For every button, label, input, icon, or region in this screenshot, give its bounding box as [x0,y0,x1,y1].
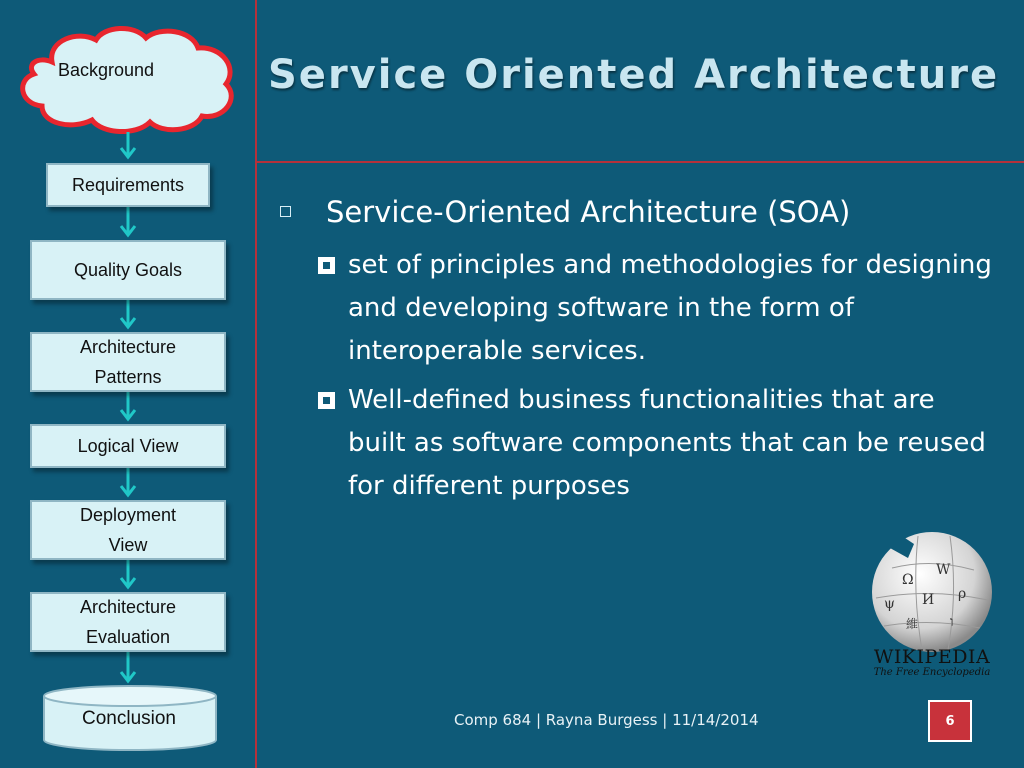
globe-glyph: 維 [906,617,919,631]
flow-logical-view-label: Logical View [77,436,179,456]
flow-arrow [118,558,138,592]
flow-requirements-label: Requirements [71,175,185,195]
flow-conclusion: Conclusion [82,708,176,729]
flow-requirements [46,163,210,207]
filled-square-bullet-icon [318,257,335,274]
flow-architecture-patterns [30,332,226,392]
bullet-level2-text: set of principles and methodologies for designing and developing software in the form of interoperable services. [348,250,992,366]
title-divider [257,161,1024,163]
globe-glyph: W [936,562,951,578]
flow-architecture-patterns-line2: Patterns [94,367,162,387]
flow-arrow [118,390,138,424]
bullet-level2 [316,379,1000,508]
flow-arrow [118,466,138,500]
flow-arrow [118,206,138,240]
wikipedia-tagline: The Free Encyclopedia [873,667,991,678]
bullet-level2-text: Well-defined business functionalities that are built as software components that can be reused for different purposes [348,385,986,501]
flow-architecture-evaluation [30,592,226,652]
slide-footer: Comp 684 | Rayna Burgess | 11/14/2014 [454,711,759,729]
flow-arrow [118,298,138,332]
slide-title: Service Oriented Architecture [268,52,1000,98]
globe-glyph: ψ [884,596,895,612]
flow-background: Background [57,60,155,80]
bullet-level1-text: Service-Oriented Architecture (SOA) [326,195,851,229]
globe-glyph: Ω [902,572,914,588]
sidebar-divider [255,0,257,768]
flow-architecture-evaluation-line1: Architecture [79,597,177,617]
bullet-level1 [280,192,1000,232]
page-number: 6 [945,713,955,729]
flow-deployment-view-line2: View [108,535,148,555]
globe-glyph: ρ [958,586,967,602]
hollow-square-bullet-icon [280,206,291,217]
bullet-level2 [316,244,1000,373]
wikipedia-wordmark: WIKIPEDIA [873,646,991,668]
flow-arrow [118,132,138,162]
slide-content [280,192,1000,508]
flow-deployment-view [30,500,226,560]
flow-architecture-patterns-line1: Architecture [79,337,177,357]
flow-logical-view [30,424,226,468]
flow-quality-goals-label: Quality Goals [73,260,183,280]
flow-arrow [118,650,138,686]
flow-architecture-evaluation-line2: Evaluation [85,627,171,647]
page-number-badge [928,700,972,742]
flow-quality-goals [30,240,226,300]
globe-glyph: И [922,592,935,608]
filled-square-bullet-icon [318,392,335,409]
flow-deployment-view-line1: Deployment [79,505,177,525]
globe-glyph: ו [950,614,954,630]
